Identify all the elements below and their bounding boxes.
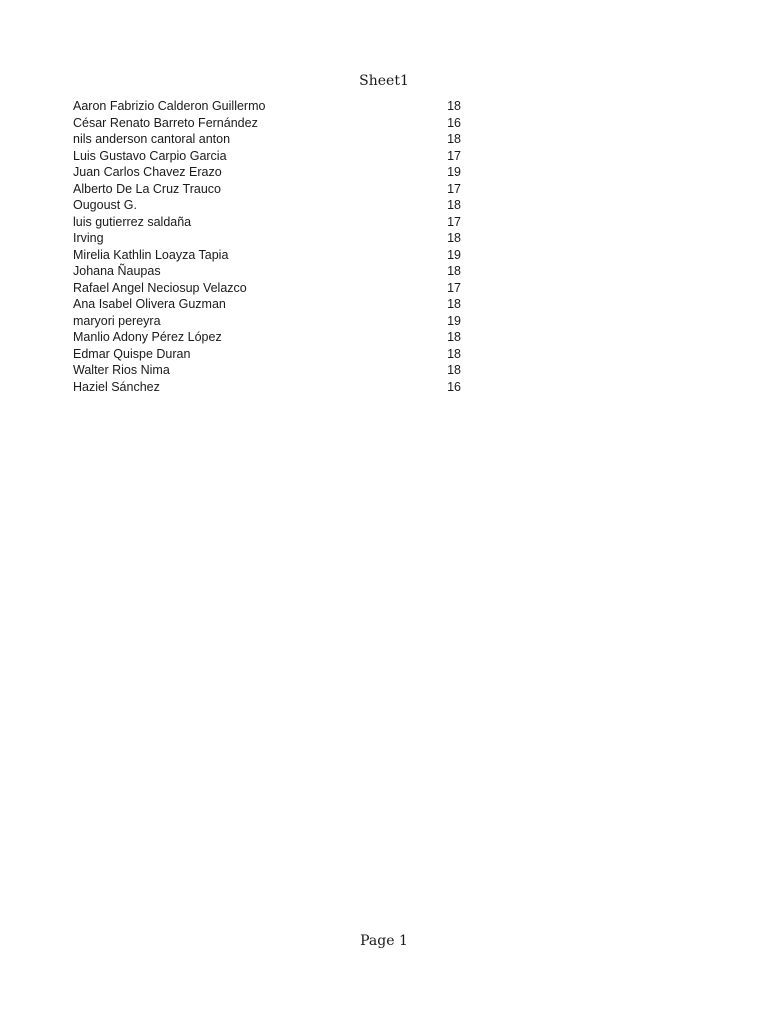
student-name: Edmar Quispe Duran bbox=[73, 346, 191, 361]
sheet-title: Sheet1 bbox=[359, 73, 409, 89]
table-row bbox=[73, 296, 473, 313]
student-score: 19 bbox=[447, 247, 461, 262]
student-score: 18 bbox=[447, 297, 461, 311]
table-row bbox=[73, 313, 473, 330]
data-table bbox=[73, 98, 473, 395]
student-score: 19 bbox=[447, 313, 461, 328]
table-row bbox=[73, 263, 473, 280]
table-row bbox=[73, 230, 473, 247]
student-name: nils anderson cantoral anton bbox=[73, 132, 231, 146]
table-row bbox=[73, 115, 473, 132]
student-name: Haziel Sánchez bbox=[73, 379, 160, 394]
student-name: Irving bbox=[73, 231, 104, 245]
student-score: 18 bbox=[447, 99, 461, 113]
student-name: Manlio Adony Pérez López bbox=[73, 330, 222, 344]
student-name: luis gutierrez saldaña bbox=[73, 214, 192, 229]
table-row bbox=[73, 98, 473, 115]
table-row bbox=[73, 379, 473, 396]
student-score: 18 bbox=[447, 198, 461, 212]
student-name: Juan Carlos Chavez Erazo bbox=[73, 165, 222, 179]
student-name: Ana Isabel Olivera Guzman bbox=[73, 297, 226, 311]
student-score: 16 bbox=[447, 379, 461, 394]
table-row bbox=[73, 148, 473, 165]
student-score: 16 bbox=[447, 115, 461, 130]
student-name: maryori pereyra bbox=[73, 313, 161, 328]
student-name: Johana Ñaupas bbox=[73, 264, 161, 278]
student-name: Ougoust G. bbox=[73, 198, 137, 212]
table-row bbox=[73, 131, 473, 148]
table-row bbox=[73, 164, 473, 181]
student-name: Walter Rios Nima bbox=[73, 363, 170, 377]
student-name: Mirelia Kathlin Loayza Tapia bbox=[73, 247, 229, 262]
student-name: Rafael Angel Neciosup Velazco bbox=[73, 280, 247, 295]
student-score: 18 bbox=[447, 363, 461, 377]
table-row bbox=[73, 362, 473, 379]
table-row bbox=[73, 346, 473, 363]
student-name: Aaron Fabrizio Calderon Guillermo bbox=[73, 99, 266, 113]
student-score: 18 bbox=[447, 264, 461, 278]
table-row bbox=[73, 197, 473, 214]
table-row bbox=[73, 280, 473, 297]
student-score: 17 bbox=[447, 280, 461, 295]
student-score: 18 bbox=[447, 231, 461, 245]
student-name: César Renato Barreto Fernández bbox=[73, 115, 258, 130]
student-score: 17 bbox=[447, 148, 461, 163]
student-score: 18 bbox=[447, 132, 461, 146]
table-row bbox=[73, 181, 473, 198]
table-row bbox=[73, 214, 473, 231]
student-score: 18 bbox=[447, 346, 461, 361]
table-row bbox=[73, 329, 473, 346]
student-name: Luis Gustavo Carpio Garcia bbox=[73, 148, 227, 163]
student-score: 17 bbox=[447, 181, 461, 196]
student-score: 17 bbox=[447, 214, 461, 229]
student-score: 18 bbox=[447, 330, 461, 344]
table-row bbox=[73, 247, 473, 264]
page-number: Page 1 bbox=[360, 933, 408, 949]
student-score: 19 bbox=[447, 165, 461, 179]
student-name: Alberto De La Cruz Trauco bbox=[73, 181, 221, 196]
